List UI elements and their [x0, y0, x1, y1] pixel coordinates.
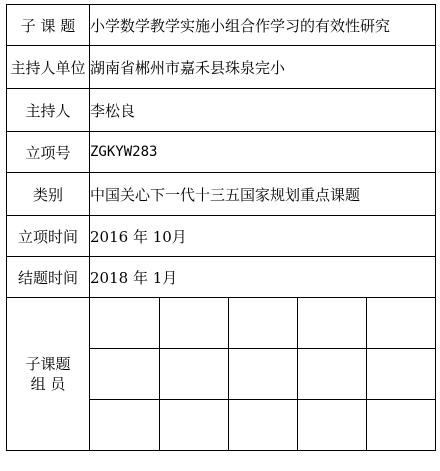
member-slot[interactable] [297, 400, 366, 451]
value-completion-date: 2018 年 1月 [90, 257, 436, 298]
row-approval-date [7, 216, 436, 257]
member-slot[interactable] [297, 349, 366, 400]
label-host: 主持人 [7, 89, 90, 132]
member-slot[interactable] [228, 400, 297, 451]
value-host: 李松良 [90, 89, 436, 132]
members-grid [90, 298, 435, 450]
project-info-table [6, 4, 436, 451]
member-slot[interactable] [90, 298, 159, 349]
label-subtopic: 子 课 题 [7, 5, 90, 46]
member-slot[interactable] [366, 349, 435, 400]
label-category: 类别 [7, 173, 90, 216]
label-project-number: 立项号 [7, 132, 90, 173]
value-category: 中国关心下一代十三五国家规划重点课题 [90, 173, 436, 216]
row-project-number [7, 132, 436, 173]
label-completion-date: 结题时间 [7, 257, 90, 298]
row-completion-date [7, 257, 436, 298]
row-host-unit [7, 46, 436, 89]
members-label-line1: 子课题 [25, 355, 71, 373]
label-members [7, 298, 90, 451]
value-approval-date: 2016 年 10月 [90, 216, 436, 257]
member-slot[interactable] [228, 349, 297, 400]
members-grid-cell [90, 298, 436, 451]
value-project-number: ZGKYW283 [90, 132, 436, 173]
members-grid-row [90, 298, 435, 349]
value-subtopic: 小学数学教学实施小组合作学习的有效性研究 [90, 5, 436, 46]
row-host [7, 89, 436, 132]
row-subtopic [7, 5, 436, 46]
label-approval-date: 立项时间 [7, 216, 90, 257]
label-host-unit: 主持人单位 [7, 46, 90, 89]
members-label-line2: 组 员 [30, 375, 66, 393]
member-slot[interactable] [159, 400, 228, 451]
member-slot[interactable] [366, 298, 435, 349]
member-slot[interactable] [297, 298, 366, 349]
row-members [7, 298, 436, 451]
member-slot[interactable] [366, 400, 435, 451]
value-host-unit: 湖南省郴州市嘉禾县珠泉完小 [90, 46, 436, 89]
members-grid-row [90, 400, 435, 451]
member-slot[interactable] [228, 298, 297, 349]
member-slot[interactable] [159, 349, 228, 400]
member-slot[interactable] [90, 349, 159, 400]
row-category [7, 173, 436, 216]
member-slot[interactable] [159, 298, 228, 349]
member-slot[interactable] [90, 400, 159, 451]
members-grid-row [90, 349, 435, 400]
